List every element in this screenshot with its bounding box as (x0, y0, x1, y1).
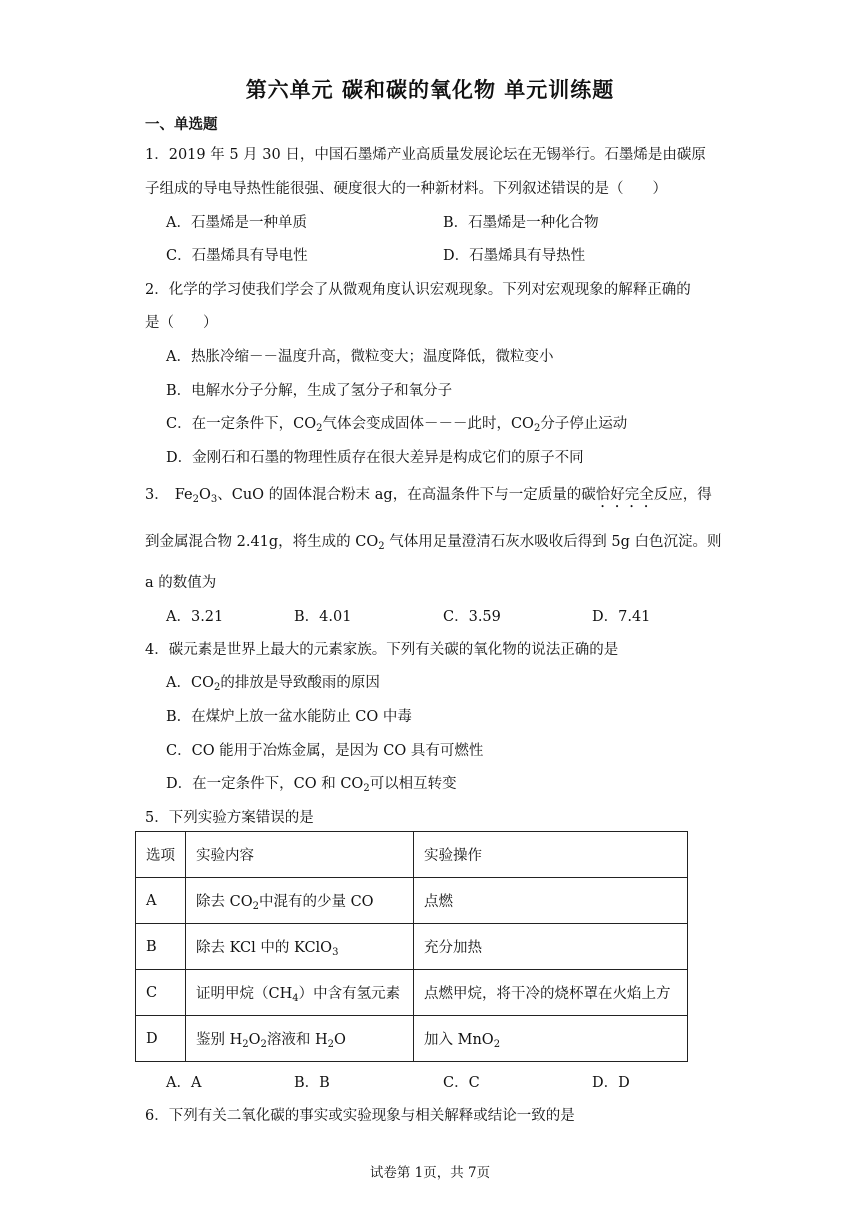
page-footer: 试卷第 1页，共 7页 (369, 1165, 491, 1181)
table-header-cell: 实验操作 (414, 832, 688, 878)
q1-line1: 1．2019 年 5 月 30 日，中国石墨烯产业高质量发展论坛在无锡举行。石墨烯是由碳原 (145, 147, 706, 163)
table-row (136, 970, 688, 1016)
table-cell-operation: 充分加热 (414, 924, 688, 970)
table-header-cell: 实验内容 (186, 832, 414, 878)
q3-option-b: B．4.01 (294, 609, 352, 625)
q3-option-a: A．3.21 (166, 609, 224, 625)
q6-line1: 6．下列有关二氧化碳的事实或实验现象与相关解释或结论一致的是 (145, 1108, 575, 1124)
q2-option-c: C．在一定条件下，$CO_2$气体会变成固体－－－此时，$CO_2$分子停止运动 (166, 416, 628, 434)
table-cell-operation: 点燃甲烷，将干冷的烧杯罩在火焰上方 (414, 970, 688, 1016)
page-title: 第六单元 碳和碳的氧化物 单元训练题 (245, 77, 615, 102)
q5-option-c: C．C (443, 1075, 480, 1091)
table-cell-content: 证明甲烷$(CH_4)$中含有氢元素 (186, 970, 414, 1016)
q3-line2: 到金属混合物 2.41g，将生成的 $CO_2$ 气体用足量澄清石灰水吸收后得到 5g 白色沉淀。则 (145, 534, 722, 552)
q1-option-a: A．石墨烯是一种单质 (166, 215, 307, 231)
emphasis-dotted-text: 恰好完全 (595, 487, 654, 503)
q3-option-c: C．3.59 (443, 609, 501, 625)
q2-line1: 2．化学的学习使我们学会了从微观角度认识宏观现象。下列对宏观现象的解释正确的 (145, 282, 691, 298)
experiment-table (135, 831, 688, 1062)
q5-option-d: D．D (592, 1075, 630, 1091)
table-header-cell: 选项 (136, 832, 186, 878)
q2-option-a: A．热胀冷缩－－温度升高，微粒变大；温度降低，微粒变小 (166, 349, 554, 365)
table-cell-content: 除去 KCl 中的 KClO$_3$ (186, 924, 414, 970)
table-cell-option: C (136, 970, 186, 1016)
q3-option-d: D．7.41 (592, 609, 651, 625)
q2-line2: 是（ ） (145, 315, 218, 331)
q3-line3: a 的数值为 (145, 575, 217, 591)
q3-line1: 3． $Fe_2O_3$、CuO 的固体混合粉末 ag，在高温条件下与一定质量的碳恰好完全反应，得 (145, 487, 712, 505)
table-row (136, 924, 688, 970)
q4-line1: 4．碳元素是世界上最大的元素家族。下列有关碳的氧化物的说法正确的是 (145, 642, 619, 658)
table-row (136, 878, 688, 924)
q5-line1: 5．下列实验方案错误的是 (145, 810, 314, 826)
q2-option-b: B．电解水分子分解，生成了氢分子和氧分子 (166, 383, 453, 399)
q4-option-d: D．在一定条件下，CO 和 $CO_2$可以相互转变 (166, 776, 457, 794)
table-row (136, 1016, 688, 1062)
q4-option-c: C．CO 能用于冶炼金属，是因为 CO 具有可燃性 (166, 743, 484, 759)
q1-line2: 子组成的导电导热性能很强、硬度很大的一种新材料。下列叙述错误的是（ ） (145, 181, 667, 197)
q4-option-b: B．在煤炉上放一盆水能防止 CO 中毒 (166, 709, 412, 725)
q1-option-d: D．石墨烯具有导热性 (443, 248, 586, 264)
table-cell-operation: 点燃 (414, 878, 688, 924)
table-header-row (136, 832, 688, 878)
table-cell-option: D (136, 1016, 186, 1062)
table-cell-operation: 加入 MnO$_2$ (414, 1016, 688, 1062)
q5-option-b: B．B (294, 1075, 330, 1091)
section-heading: 一、单选题 (145, 116, 218, 133)
table-cell-content: 鉴别 $H_2O_2$溶液和 $H_2O$ (186, 1016, 414, 1062)
q4-option-a: A．$CO_2$的排放是导致酸雨的原因 (166, 675, 380, 693)
table-cell-option: B (136, 924, 186, 970)
q5-option-a: A．A (166, 1075, 202, 1091)
table-cell-content: 除去 $CO_2$中混有的少量 CO (186, 878, 414, 924)
table-cell-option: A (136, 878, 186, 924)
q2-option-d: D．金刚石和石墨的物理性质存在很大差异是构成它们的原子不同 (166, 450, 584, 466)
q1-option-b: B．石墨烯是一种化合物 (443, 215, 599, 231)
q1-option-c: C．石墨烯具有导电性 (166, 248, 308, 264)
